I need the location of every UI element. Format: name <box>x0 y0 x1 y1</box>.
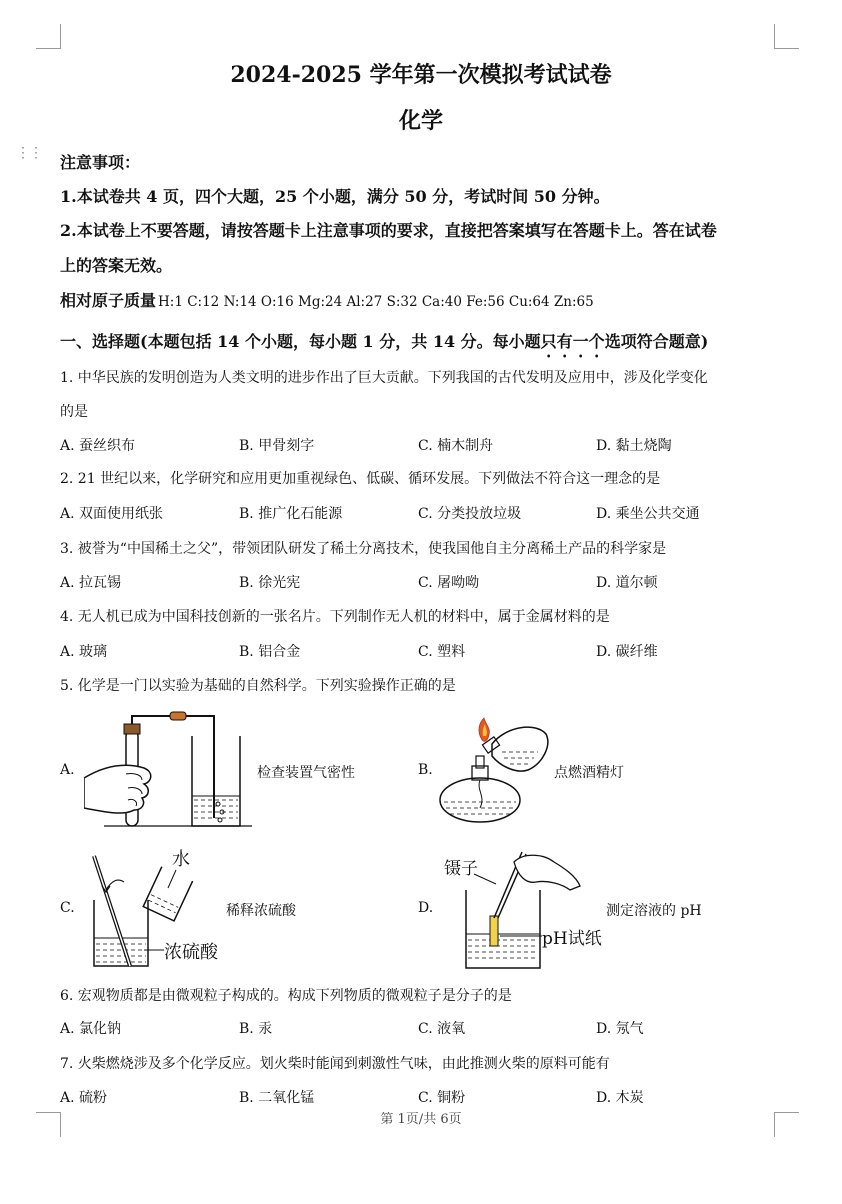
q7-option-d[interactable]: D. 木炭 <box>596 1090 644 1106</box>
q5-option-d-letter[interactable]: D. <box>418 900 434 916</box>
question-2-stem: 2. 21 世纪以来，化学研究和应用更加重视绿色、低碳、循环发展。下列做法不符合这一理念的是 <box>60 471 661 487</box>
q4-option-b[interactable]: B. 铝合金 <box>239 644 301 660</box>
atomic-masses-values: H:1 C:12 N:14 O:16 Mg:24 Al:27 S:32 Ca:40 Fe:56 Cu:64 Zn:65 <box>158 294 594 310</box>
q6-option-b[interactable]: B. 汞 <box>239 1021 273 1037</box>
q3-option-d[interactable]: D. 道尔顿 <box>596 575 658 591</box>
q5-figure-c-label-acid: 浓硫酸 <box>164 942 218 963</box>
q5-figure-d-label-ph-paper: pH试纸 <box>542 929 602 949</box>
q2-option-b[interactable]: B. 推广化石能源 <box>239 506 343 522</box>
section-1-heading-a: 一、选择题(本题包括 14 个小题，每小题 1 分，共 14 分。每小题 <box>60 332 541 351</box>
question-6-stem: 6. 宏观物质都是由微观粒子构成的。构成下列物质的微观粒子是分子的是 <box>60 988 512 1004</box>
notes-item-2-line-2: 上的答案无效。 <box>60 256 173 275</box>
q3-option-a[interactable]: A. 拉瓦锡 <box>60 575 122 591</box>
section-1-heading-c: 选项符合题意) <box>604 332 709 351</box>
q6-option-d[interactable]: D. 氖气 <box>596 1021 644 1037</box>
q5-figure-c-label-water: 水 <box>172 849 190 870</box>
q6-option-c[interactable]: C. 液氧 <box>418 1021 466 1037</box>
q2-option-d[interactable]: D. 乘坐公共交通 <box>596 506 700 522</box>
q5-option-c-letter[interactable]: C. <box>60 900 75 916</box>
atomic-masses-label: 相对原子质量 <box>60 291 157 310</box>
q5-figure-b-alcohol-lamp <box>436 716 554 828</box>
notes-heading: 注意事项： <box>60 153 141 172</box>
atomic-masses <box>60 288 594 311</box>
q5-option-b-letter[interactable]: B. <box>418 762 433 778</box>
page-footer: 第 1页/共 6页 <box>380 1112 462 1127</box>
subject-title: 化学 <box>398 108 443 134</box>
exam-title: 2024-2025 学年第一次模拟考试试卷 <box>230 62 612 88</box>
question-7-stem: 7. 火柴燃烧涉及多个化学反应。划火柴时能闻到刺激性气味，由此推测火柴的原料可能有 <box>60 1056 610 1072</box>
corner-mark-top-left <box>36 24 61 49</box>
q4-option-d[interactable]: D. 碳纤维 <box>596 644 658 660</box>
q2-option-c[interactable]: C. 分类投放垃圾 <box>418 506 522 522</box>
q1-option-c[interactable]: C. 楠木制舟 <box>418 438 494 454</box>
q5-option-c-caption: 稀释浓硫酸 <box>226 903 296 919</box>
corner-mark-top-right <box>774 24 799 49</box>
section-1-heading <box>60 329 708 361</box>
q2-option-a[interactable]: A. 双面使用纸张 <box>60 506 164 522</box>
q1-option-d[interactable]: D. 黏土烧陶 <box>596 438 672 454</box>
q6-option-a[interactable]: A. 氯化钠 <box>60 1021 122 1037</box>
drag-handle-icon[interactable]: ⋮⋮ <box>16 145 42 161</box>
q1-option-a[interactable]: A. 蚕丝织布 <box>60 438 136 454</box>
q3-option-c[interactable]: C. 屠呦呦 <box>418 575 480 591</box>
q4-option-a[interactable]: A. 玻璃 <box>60 644 108 660</box>
question-4-stem: 4. 无人机已成为中国科技创新的一张名片。下列制作无人机的材料中，属于金属材料的是 <box>60 609 610 625</box>
q1-option-b[interactable]: B. 甲骨刻字 <box>239 438 315 454</box>
q5-option-a-caption: 检查装置气密性 <box>257 765 355 781</box>
q4-option-c[interactable]: C. 塑料 <box>418 644 466 660</box>
section-1-heading-emphasis: 只有一个 <box>540 332 605 351</box>
q5-figure-a-airtightness <box>84 708 256 832</box>
q7-option-a[interactable]: A. 硫粉 <box>60 1090 108 1106</box>
question-3-stem: 3. 被誉为“中国稀土之父”，带领团队研发了稀土分离技术，使我国他自主分离稀土产品的科学家是 <box>60 541 667 557</box>
question-1-stem: 1. 中华民族的发明创造为人类文明的进步作出了巨大贡献。下列我国的古代发明及应用中，涉及化学变化 <box>60 370 708 386</box>
q3-option-b[interactable]: B. 徐光宪 <box>239 575 301 591</box>
q7-option-b[interactable]: B. 二氧化锰 <box>239 1090 315 1106</box>
notes-item-2-line-1: 2.本试卷上不要答题，请按答题卡上注意事项的要求，直接把答案填写在答题卡上。答在试卷 <box>60 221 717 240</box>
q5-figure-d-label-tweezers: 镊子 <box>444 859 478 879</box>
notes-item-1: 1.本试卷共 4 页，四个大题，25 个小题，满分 50 分，考试时间 50 分钟。 <box>60 187 610 206</box>
q5-option-a-letter[interactable]: A. <box>60 762 75 778</box>
q7-option-c[interactable]: C. 铜粉 <box>418 1090 466 1106</box>
q5-option-b-caption: 点燃酒精灯 <box>554 765 624 781</box>
q5-option-d-caption: 测定溶液的 pH <box>606 903 702 919</box>
question-1-stem-cont: 的是 <box>60 404 88 420</box>
question-5-stem: 5. 化学是一门以实验为基础的自然科学。下列实验操作正确的是 <box>60 678 456 694</box>
